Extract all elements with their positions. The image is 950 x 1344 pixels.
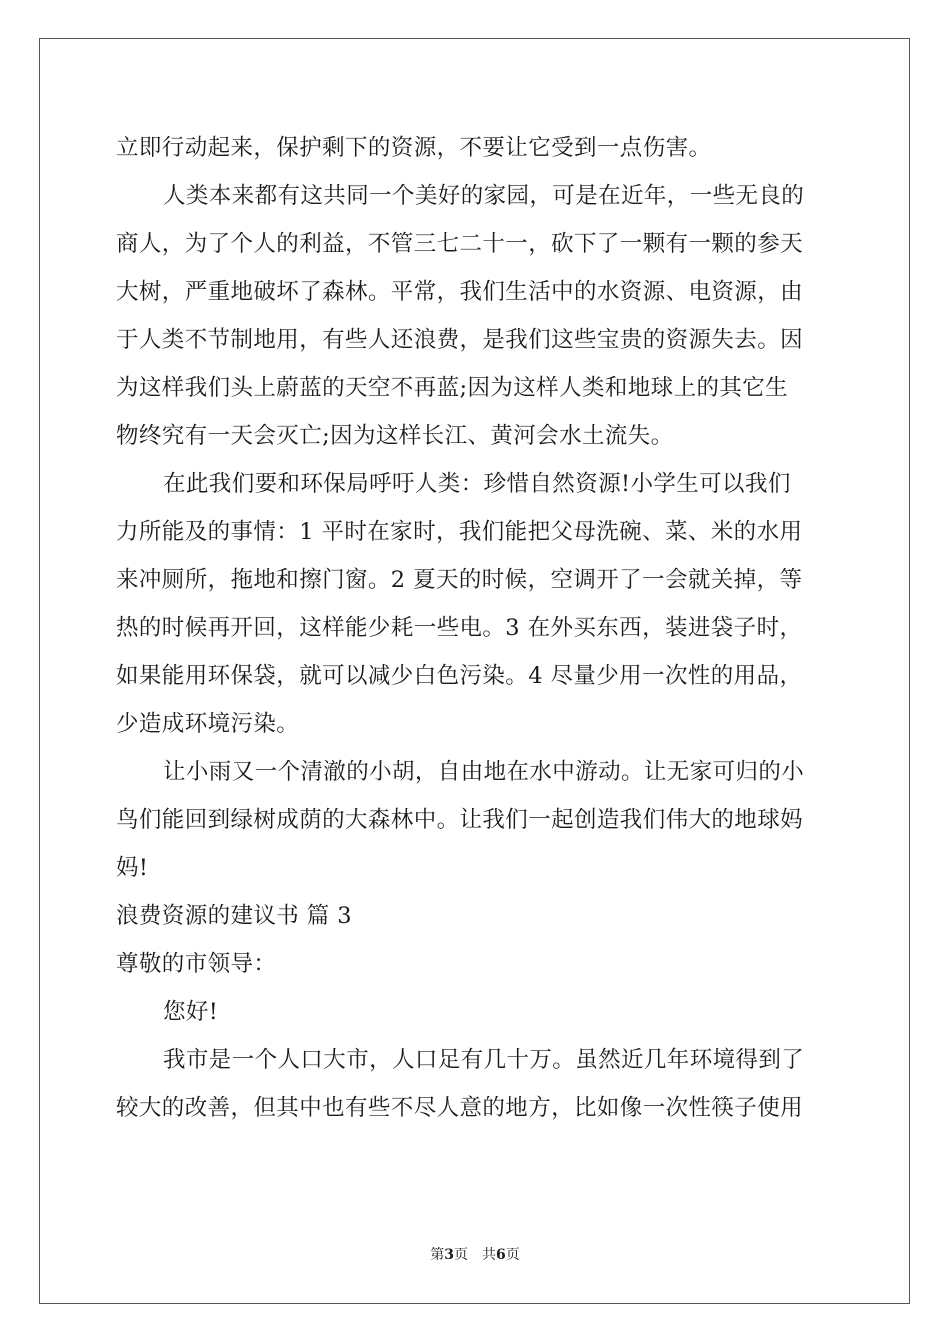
text-line: 物终究有一天会灭亡;因为这样长江、黄河会水土流失。 [116, 423, 674, 449]
page-number-prefix: 第 [430, 1247, 445, 1263]
current-page-number: 3 [444, 1247, 454, 1263]
text-line: 大树，严重地破坏了森林。平常，我们生活中的水资源、电资源，由 [116, 279, 804, 305]
page-number-suffix: 页 [454, 1247, 468, 1263]
text-line: 热的时候再开回，这样能少耗一些电。3 在外买东西，装进袋子时， [116, 615, 803, 641]
page-footer [0, 1245, 950, 1265]
total-page-count: 6 [496, 1247, 506, 1263]
text-line: 商人，为了个人的利益，不管三七二十一，砍下了一颗有一颗的参天 [116, 231, 804, 257]
text-line: 来冲厕所，拖地和擦门窗。2 夏天的时候，空调开了一会就关掉，等 [116, 567, 803, 593]
document-body [116, 124, 838, 1132]
text-line: 为这样我们头上蔚蓝的天空不再蓝;因为这样人类和地球上的其它生 [116, 375, 789, 401]
text-line: 妈! [116, 855, 149, 881]
text-line: 于人类不节制地用，有些人还浪费，是我们这些宝贵的资源失去。因 [116, 327, 804, 353]
text-line: 鸟们能回到绿树成荫的大森林中。让我们一起创造我们伟大的地球妈 [116, 807, 804, 833]
text-line: 人类本来都有这共同一个美好的家园，可是在近年，一些无良的 [163, 183, 805, 209]
text-line: 少造成环境污染。 [116, 711, 300, 737]
text-line: 立即行动起来，保护剩下的资源，不要让它受到一点伤害。 [116, 135, 712, 161]
text-line: 让小雨又一个清澈的小胡，自由地在水中游动。让无家可归的小 [163, 759, 805, 785]
total-pages-suffix: 页 [505, 1247, 520, 1263]
text-line: 在此我们要和环保局呼吁人类：珍惜自然资源!小学生可以我们 [163, 471, 791, 497]
text-line: 如果能用环保袋，就可以减少白色污染。4 尽量少用一次性的用品， [116, 663, 803, 689]
text-line: 较大的改善，但其中也有些不尽人意的地方，比如像一次性筷子使用 [116, 1095, 804, 1121]
text-line: 我市是一个人口大市，人口足有几十万。虽然近几年环境得到了 [163, 1047, 805, 1073]
salutation: 尊敬的市领导： [116, 951, 277, 977]
greeting: 您好! [163, 999, 219, 1025]
section-heading: 浪费资源的建议书 篇 3 [116, 903, 352, 929]
total-pages-prefix: 共 [482, 1247, 496, 1263]
text-line: 力所能及的事情：1 平时在家时，我们能把父母洗碗、菜、米的水用 [116, 519, 803, 545]
